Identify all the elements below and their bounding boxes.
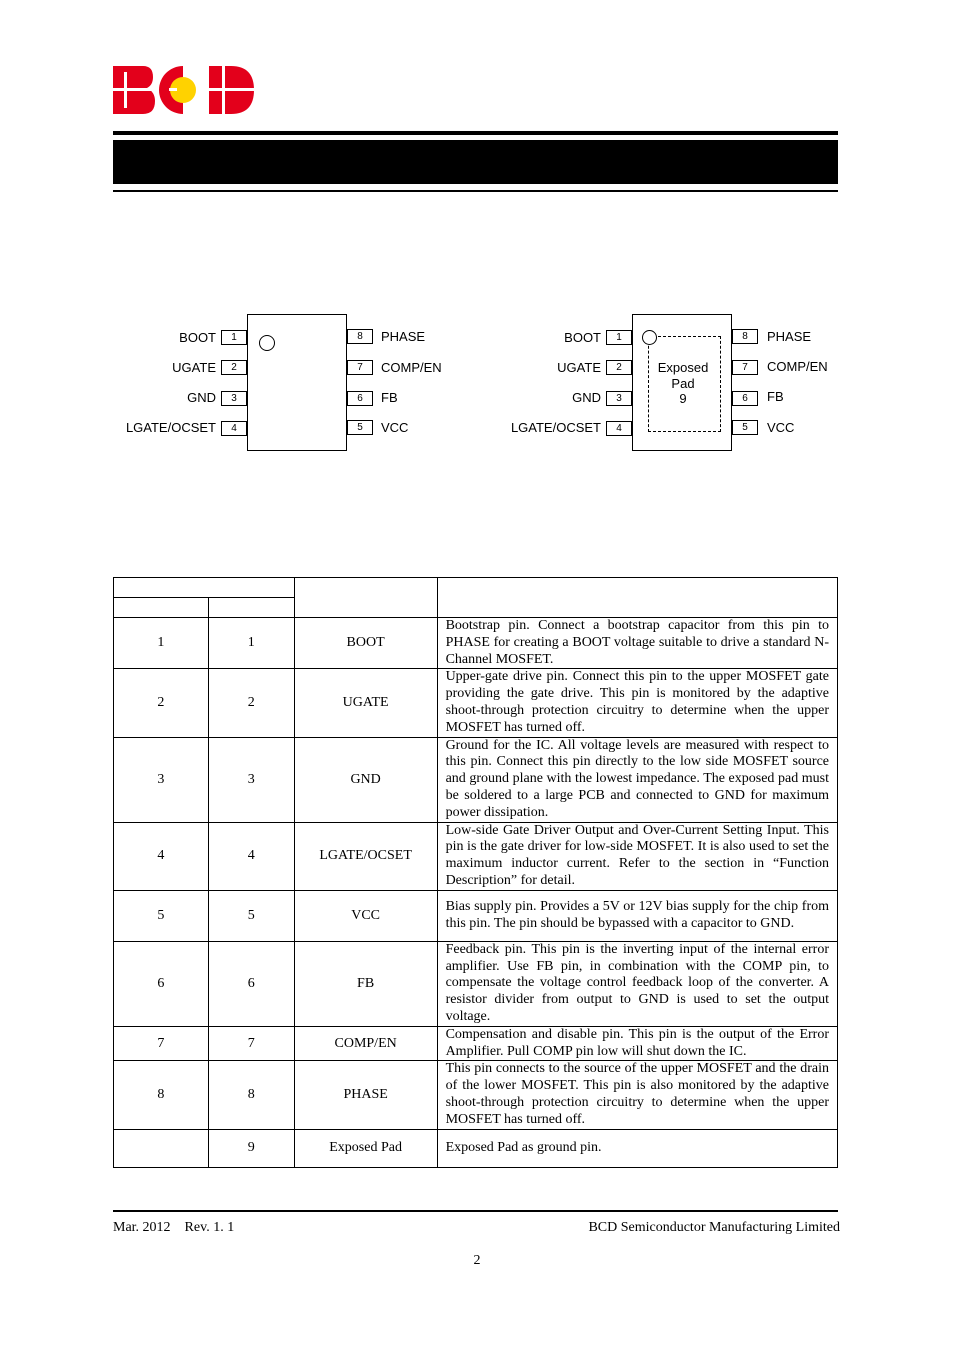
pin-number: 4 (606, 421, 632, 436)
pin-number-cell: 6 (208, 941, 294, 1026)
pin-name-cell: FB (294, 941, 437, 1026)
chip-body (632, 314, 732, 451)
pin-name-cell: PHASE (294, 1061, 437, 1129)
pin-number-cell: 5 (208, 890, 294, 941)
footer-company: BCD Semiconductor Manufacturing Limited (588, 1220, 840, 1235)
header-cell (114, 598, 209, 618)
function-cell: Low-side Gate Driver Output and Over-Current Setting Input. This pin is the gate driver for low-side MOSFET. It is also used to set the maximum inductor current. Refer to the section in “Function Description” for detail. (437, 822, 837, 890)
pin-number-cell: 1 (114, 618, 209, 669)
footer-rule (113, 1210, 838, 1212)
pin-name-cell: COMP/EN (294, 1026, 437, 1061)
header-rule-top (113, 131, 838, 135)
header-cell (437, 578, 837, 618)
header-cell (208, 598, 294, 618)
table-row (114, 1026, 838, 1061)
table-row (114, 941, 838, 1026)
pin-label: BOOT (179, 330, 216, 345)
function-cell: Upper-gate drive pin. Connect this pin to the upper MOSFET gate providing the gate drive. This pin is monitored by the adaptive shoot-through protection circuitry to determine when the upper MOSFET has turned off. (437, 669, 837, 737)
pin-label: UGATE (172, 360, 216, 375)
pin1-marker (642, 330, 657, 345)
pin-number: 8 (347, 329, 373, 344)
function-cell: Feedback pin. This pin is the inverting input of the internal error amplifier. Use FB pin, in combination with the COMP pin, to compensate the voltage control feedback loop of the converter. A resistor divider from output to GND is used to set the output voltage. (437, 941, 837, 1026)
pin-number-cell: 8 (208, 1061, 294, 1129)
pin-number-cell: 8 (114, 1061, 209, 1129)
pin-label: FB (767, 389, 784, 404)
pin-number: 4 (221, 421, 247, 436)
pin-label: PHASE (767, 329, 812, 344)
pin-name-cell: UGATE (294, 669, 437, 737)
pin-number-cell (114, 1129, 209, 1167)
pin-label: GND (572, 390, 601, 405)
pin-name-cell: Exposed Pad (294, 1129, 437, 1167)
exposed-pad-number: 9 (679, 391, 687, 406)
pin-label: COMP/EN (767, 359, 828, 374)
pin-label: LGATE/OCSET (510, 420, 601, 435)
title-banner (113, 140, 838, 184)
function-cell: Compensation and disable pin. This pin is the output of the Error Amplifier. Pull COMP pin low will shut down the IC. (437, 1026, 837, 1061)
pin-label: BOOT (564, 330, 601, 345)
pin-label: FB (381, 390, 398, 405)
chip-body (247, 314, 347, 451)
pin-number: 3 (606, 391, 632, 406)
footer-date-revision: Mar. 2012 Rev. 1. 1 (113, 1220, 235, 1235)
pin-label: LGATE/OCSET (125, 420, 216, 435)
pin-name-cell: VCC (294, 890, 437, 941)
header-cell (114, 578, 295, 598)
table-row (114, 1129, 838, 1167)
exposed-pad-label: Pad (671, 376, 695, 391)
pin-number: 1 (606, 330, 632, 345)
pin-number: 6 (347, 391, 373, 406)
pin-description-table (113, 577, 838, 1168)
pin-number: 8 (732, 329, 758, 344)
pin-number-cell: 4 (208, 822, 294, 890)
table-row (114, 822, 838, 890)
function-cell: Exposed Pad as ground pin. (437, 1129, 837, 1167)
pin-number-cell: 3 (208, 737, 294, 822)
pin-name-cell: GND (294, 737, 437, 822)
function-cell: Ground for the IC. All voltage levels are measured with respect to this pin. Connect this pin directly to the low side MOSFET source and ground plane with the lowest impedance. The exposed pad must be soldered to a large PCB and connected to GND for maximum power dissipation. (437, 737, 837, 822)
table-row (114, 618, 838, 669)
function-cell: Bias supply pin. Provides a 5V or 12V bias supply for the chip from this pin. The pin should be bypassed with a capacitor to GND. (437, 890, 837, 941)
table-row (114, 737, 838, 822)
pin-number: 5 (732, 420, 758, 435)
pin-number-cell: 5 (114, 890, 209, 941)
header-cell (294, 578, 437, 618)
table-row (114, 890, 838, 941)
table-row (114, 669, 838, 737)
pin-number-cell: 7 (208, 1026, 294, 1061)
pin-label: VCC (767, 420, 795, 435)
page-number: 2 (473, 1253, 481, 1268)
function-cell: This pin connects to the source of the upper MOSFET and the drain of the lower MOSFET. This pin is also monitored by the adaptive shoot-through protection circuitry to determine when the upper MOSFET has turned off. (437, 1061, 837, 1129)
pin-number: 7 (347, 360, 373, 375)
pin-number: 5 (347, 420, 373, 435)
pin-number-cell: 2 (208, 669, 294, 737)
pin-number-cell: 7 (114, 1026, 209, 1061)
pin1-marker (259, 335, 275, 351)
pin-label: GND (187, 390, 216, 405)
pin-number-cell: 1 (208, 618, 294, 669)
function-cell: Bootstrap pin. Connect a bootstrap capacitor from this pin to PHASE for creating a BOOT voltage suitable to drive a standard N-Channel MOSFET. (437, 618, 837, 669)
pin-number-cell: 3 (114, 737, 209, 822)
pin-number-cell: 2 (114, 669, 209, 737)
pin-number-cell: 4 (114, 822, 209, 890)
pin-label: UGATE (557, 360, 601, 375)
pin-name-cell: LGATE/OCSET (294, 822, 437, 890)
bcd-logo (113, 66, 254, 114)
pin-number-cell: 6 (114, 941, 209, 1026)
pin-number: 3 (221, 391, 247, 406)
pin-number: 1 (221, 330, 247, 345)
pin-number: 7 (732, 360, 758, 375)
pin-number: 2 (606, 360, 632, 375)
pin-name-cell: BOOT (294, 618, 437, 669)
pin-label: VCC (381, 420, 409, 435)
pin-number: 6 (732, 391, 758, 406)
header-rule-bottom (113, 190, 838, 192)
table-header-row (114, 578, 838, 598)
table-row (114, 1061, 838, 1129)
pin-number: 2 (221, 360, 247, 375)
pin-number-cell: 9 (208, 1129, 294, 1167)
pin-label: PHASE (381, 329, 426, 344)
pin-label: COMP/EN (381, 360, 442, 375)
exposed-pad-label: Exposed (657, 360, 709, 375)
